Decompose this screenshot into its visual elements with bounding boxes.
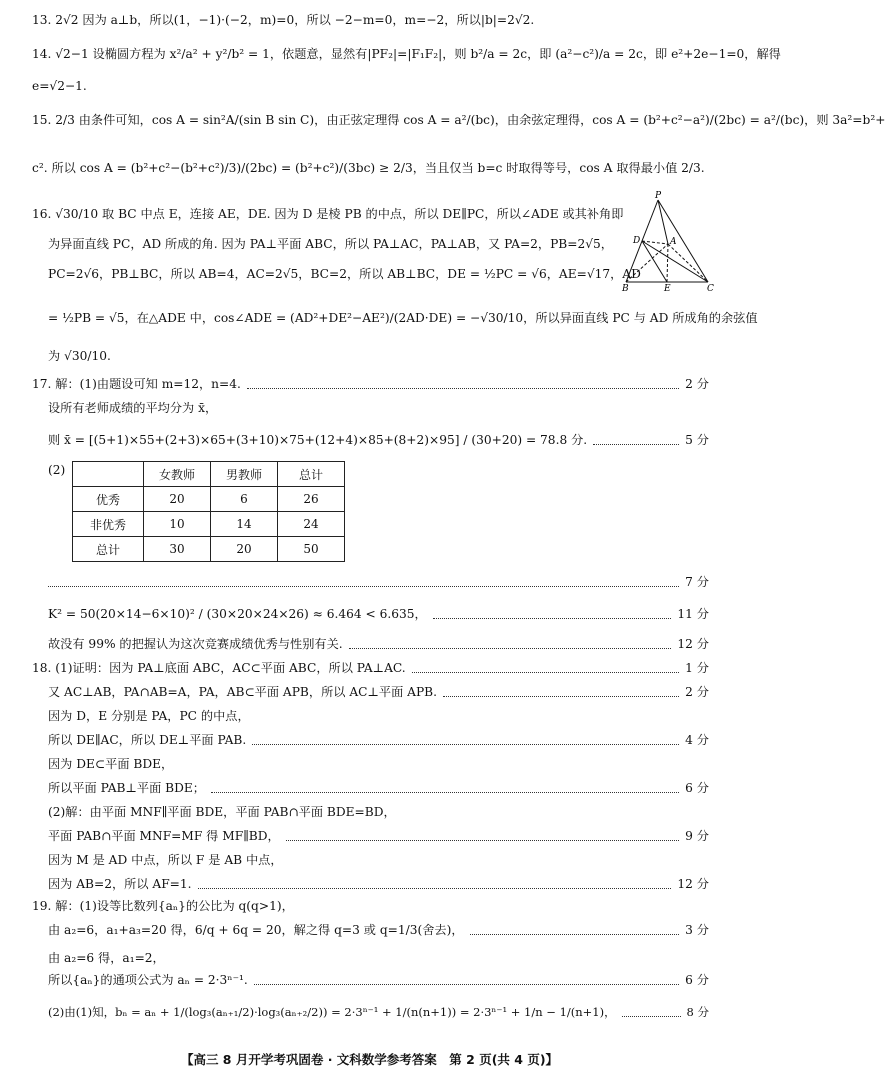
table-cell: 总计	[278, 462, 345, 487]
table-cell: 20	[144, 487, 211, 512]
answer-18-step9: 因为 M 是 AD 中点，所以 F 是 AB 中点，	[48, 853, 283, 867]
answer-18-step4-text: 所以 DE∥AC，所以 DE⊥平面 PAB.	[48, 733, 247, 747]
table-cell: 6	[211, 487, 278, 512]
answer-18-step7: (2)解：由平面 MNF∥平面 BDE，平面 PAB∩平面 BDE=BD，	[48, 805, 396, 819]
answer-18-step6-text: 所以平面 PAB⊥平面 BDE；	[48, 781, 205, 795]
table-cell: 优秀	[73, 487, 144, 512]
answer-18-step4	[48, 732, 709, 748]
answer-16-line4: = ½PB = √5，在△ADE 中，cos∠ADE = (AD²+DE²−AE²)/(2AD·DE) = −√30/10，所以异面直线 PC 与 AD 所成角的余弦值	[48, 311, 758, 325]
label-P: P	[655, 191, 662, 201]
answer-17-conclusion	[48, 636, 709, 652]
table-cell: 女教师	[144, 462, 211, 487]
dot-leader	[211, 792, 679, 793]
answer-18-step8	[48, 828, 709, 844]
dot-leader	[412, 672, 680, 673]
answer-18-step10	[48, 876, 709, 892]
answer-17-step2: 设所有老师成绩的平均分为 x̄，	[48, 401, 218, 415]
answer-18-step1	[32, 660, 709, 676]
tetrahedron-figure	[620, 192, 720, 292]
dot-leader	[198, 888, 672, 889]
answer-16-line2: 为异面直线 PC，AD 所成的角. 因为 PA⊥平面 ABC，所以 PA⊥AC，PA⊥AB，又 PA=2，PB=2√5，	[48, 237, 613, 251]
table-cell: 非优秀	[73, 512, 144, 537]
answer-13: 13. 2√2 因为 a⊥b，所以(1，−1)·(−2，m)=0，所以 −2−m=0，m=−2，所以|b|=2√2.	[32, 13, 535, 27]
score-points: 6 分	[685, 973, 709, 987]
score-points: 2 分	[685, 685, 709, 699]
label-C: C	[707, 284, 714, 294]
answer-16-line3: PC=2√6，PB⊥BC，所以 AB=4，AC=2√5，BC=2，所以 AB⊥BC，DE = ½PC = √6，AE=√17，AD	[48, 267, 641, 281]
table-cell: 20	[211, 537, 278, 562]
table-cell: 50	[278, 537, 345, 562]
table-row	[73, 487, 345, 512]
table-row	[73, 512, 345, 537]
answer-17-step3	[48, 432, 709, 448]
label-D: D	[633, 236, 641, 246]
answer-15-line2: c². 所以 cos A = (b²+c²−(b²+c²)/3)/(2bc) = (b²+c²)/(3bc) ≥ 2/3，当且仅当 b=c 时取得等号，cos A 取得最小值 2/3.	[32, 161, 705, 175]
answer-18-step2-text: 又 AC⊥AB，PA∩AB=A，PA，AB⊂平面 APB，所以 AC⊥平面 APB.	[48, 685, 437, 699]
dot-leader	[443, 696, 679, 697]
score-points: 2 分	[685, 377, 709, 391]
table-cell: 26	[278, 487, 345, 512]
answer-17-table-score	[48, 574, 709, 590]
score-points: 6 分	[685, 781, 709, 795]
answer-17-k2-text: K² = 50(20×14−6×10)² / (30×20×24×26) ≈ 6.464 < 6.635，	[48, 607, 427, 621]
label-E: E	[664, 284, 671, 294]
answer-17-step3-text: 则 x̄ = [(5+1)×55+(2+3)×65+(3+10)×75+(12+4)×85+(8+2)×95] / (30+20) = 78.8 分.	[48, 433, 588, 447]
score-points: 8 分	[686, 1005, 709, 1019]
table-cell: 30	[144, 537, 211, 562]
answer-15-line1: 15. 2/3 由条件可知，cos A = sin²A/(sin B sin C)，由正弦定理得 cos A = a²/(bc)，由余弦定理得，cos A = (b²+c²−a²)/(2bc) = a²/(bc)，则 3a²=b²+	[32, 113, 885, 127]
answer-16-line1: 16. √30/10 取 BC 中点 E，连接 AE，DE. 因为 D 是棱 PB 的中点，所以 DE∥PC，所以∠ADE 或其补角即	[32, 207, 624, 221]
dot-leader	[349, 648, 672, 649]
table-cell: 14	[211, 512, 278, 537]
dot-leader	[286, 840, 679, 841]
answer-18-step10-text: 因为 AB=2，所以 AF=1.	[48, 877, 192, 891]
answer-19-step2	[48, 922, 709, 938]
answer-18-step8-text: 平面 PAB∩平面 MNF=MF 得 MF∥BD，	[48, 829, 280, 843]
dot-leader	[48, 586, 679, 587]
table-row	[73, 537, 345, 562]
table-cell: 总计	[73, 537, 144, 562]
label-A: A	[670, 237, 677, 247]
dot-leader	[247, 388, 679, 389]
answer-17-step1	[32, 376, 709, 392]
answer-19-step4	[48, 972, 709, 988]
answer-19-step3: 由 a₂=6 得，a₁=2，	[48, 951, 165, 965]
table-cell	[73, 462, 144, 487]
answer-19-step5-text: (2)由(1)知，bₙ = aₙ + 1/(log₃(aₙ₊₁/2)·log₃(aₙ₊₂/2)) = 2·3ⁿ⁻¹ + 1/(n(n+1)) = 2·3ⁿ⁻¹ + 1/n − 1/(n+1)，	[48, 1005, 616, 1019]
score-points: 3 分	[685, 923, 709, 937]
dot-leader	[254, 984, 679, 985]
score-points: 11 分	[677, 607, 709, 621]
answer-19-step4-text: 所以{aₙ}的通项公式为 aₙ = 2·3ⁿ⁻¹.	[48, 973, 248, 987]
score-points: 12 分	[677, 637, 709, 651]
answer-17-part2-label: (2)	[48, 463, 66, 477]
answer-14-line2: e=√2−1.	[32, 79, 87, 93]
label-B: B	[622, 284, 629, 294]
dot-leader	[470, 934, 680, 935]
answer-19-step2-text: 由 a₂=6，a₁+a₃=20 得，6/q + 6q = 20，解之得 q=3 或 q=1/3(舍去)，	[48, 923, 464, 937]
score-points: 5 分	[685, 433, 709, 447]
answer-18-step6	[48, 780, 709, 796]
table-header-row	[73, 462, 345, 487]
dot-leader	[433, 618, 672, 619]
answer-17-k2	[48, 606, 709, 622]
answer-17-conclusion-text: 故没有 99% 的把握认为这次竞赛成绩优秀与性别有关.	[48, 637, 343, 651]
answer-18-step3: 因为 D，E 分别是 PA，PC 的中点，	[48, 709, 250, 723]
answer-19-step5	[48, 1004, 709, 1020]
table-cell: 10	[144, 512, 211, 537]
score-points: 7 分	[685, 575, 709, 589]
dot-leader	[593, 444, 679, 445]
answer-16-line5: 为 √30/10.	[48, 349, 111, 363]
score-points: 1 分	[685, 661, 709, 675]
table-cell: 男教师	[211, 462, 278, 487]
answer-17-step1-text: 17. 解：(1)由题设可知 m=12，n=4.	[32, 377, 241, 391]
page-footer: 【高三 8 月开学考巩固卷 · 文科数学参考答案 第 2 页(共 4 页)】	[180, 1052, 559, 1067]
contingency-table	[72, 461, 345, 562]
dot-leader	[252, 744, 679, 745]
answer-19-step1: 19. 解：(1)设等比数列{aₙ}的公比为 q(q>1)，	[32, 899, 294, 913]
answer-18-step5: 因为 DE⊂平面 BDE，	[48, 757, 174, 771]
score-points: 9 分	[685, 829, 709, 843]
answer-18-step1-text: 18. (1)证明：因为 PA⊥底面 ABC，AC⊂平面 ABC，所以 PA⊥AC.	[32, 661, 406, 675]
score-points: 4 分	[685, 733, 709, 747]
score-points: 12 分	[677, 877, 709, 891]
answer-18-step2	[48, 684, 709, 700]
answer-14-line1: 14. √2−1 设椭圆方程为 x²/a² + y²/b² = 1，依题意，显然有|PF₂|=|F₁F₂|，则 b²/a = 2c，即 (a²−c²)/a = 2c，即 e²+2e−1=0，解得	[32, 47, 781, 61]
dot-leader	[622, 1016, 681, 1017]
table-cell: 24	[278, 512, 345, 537]
